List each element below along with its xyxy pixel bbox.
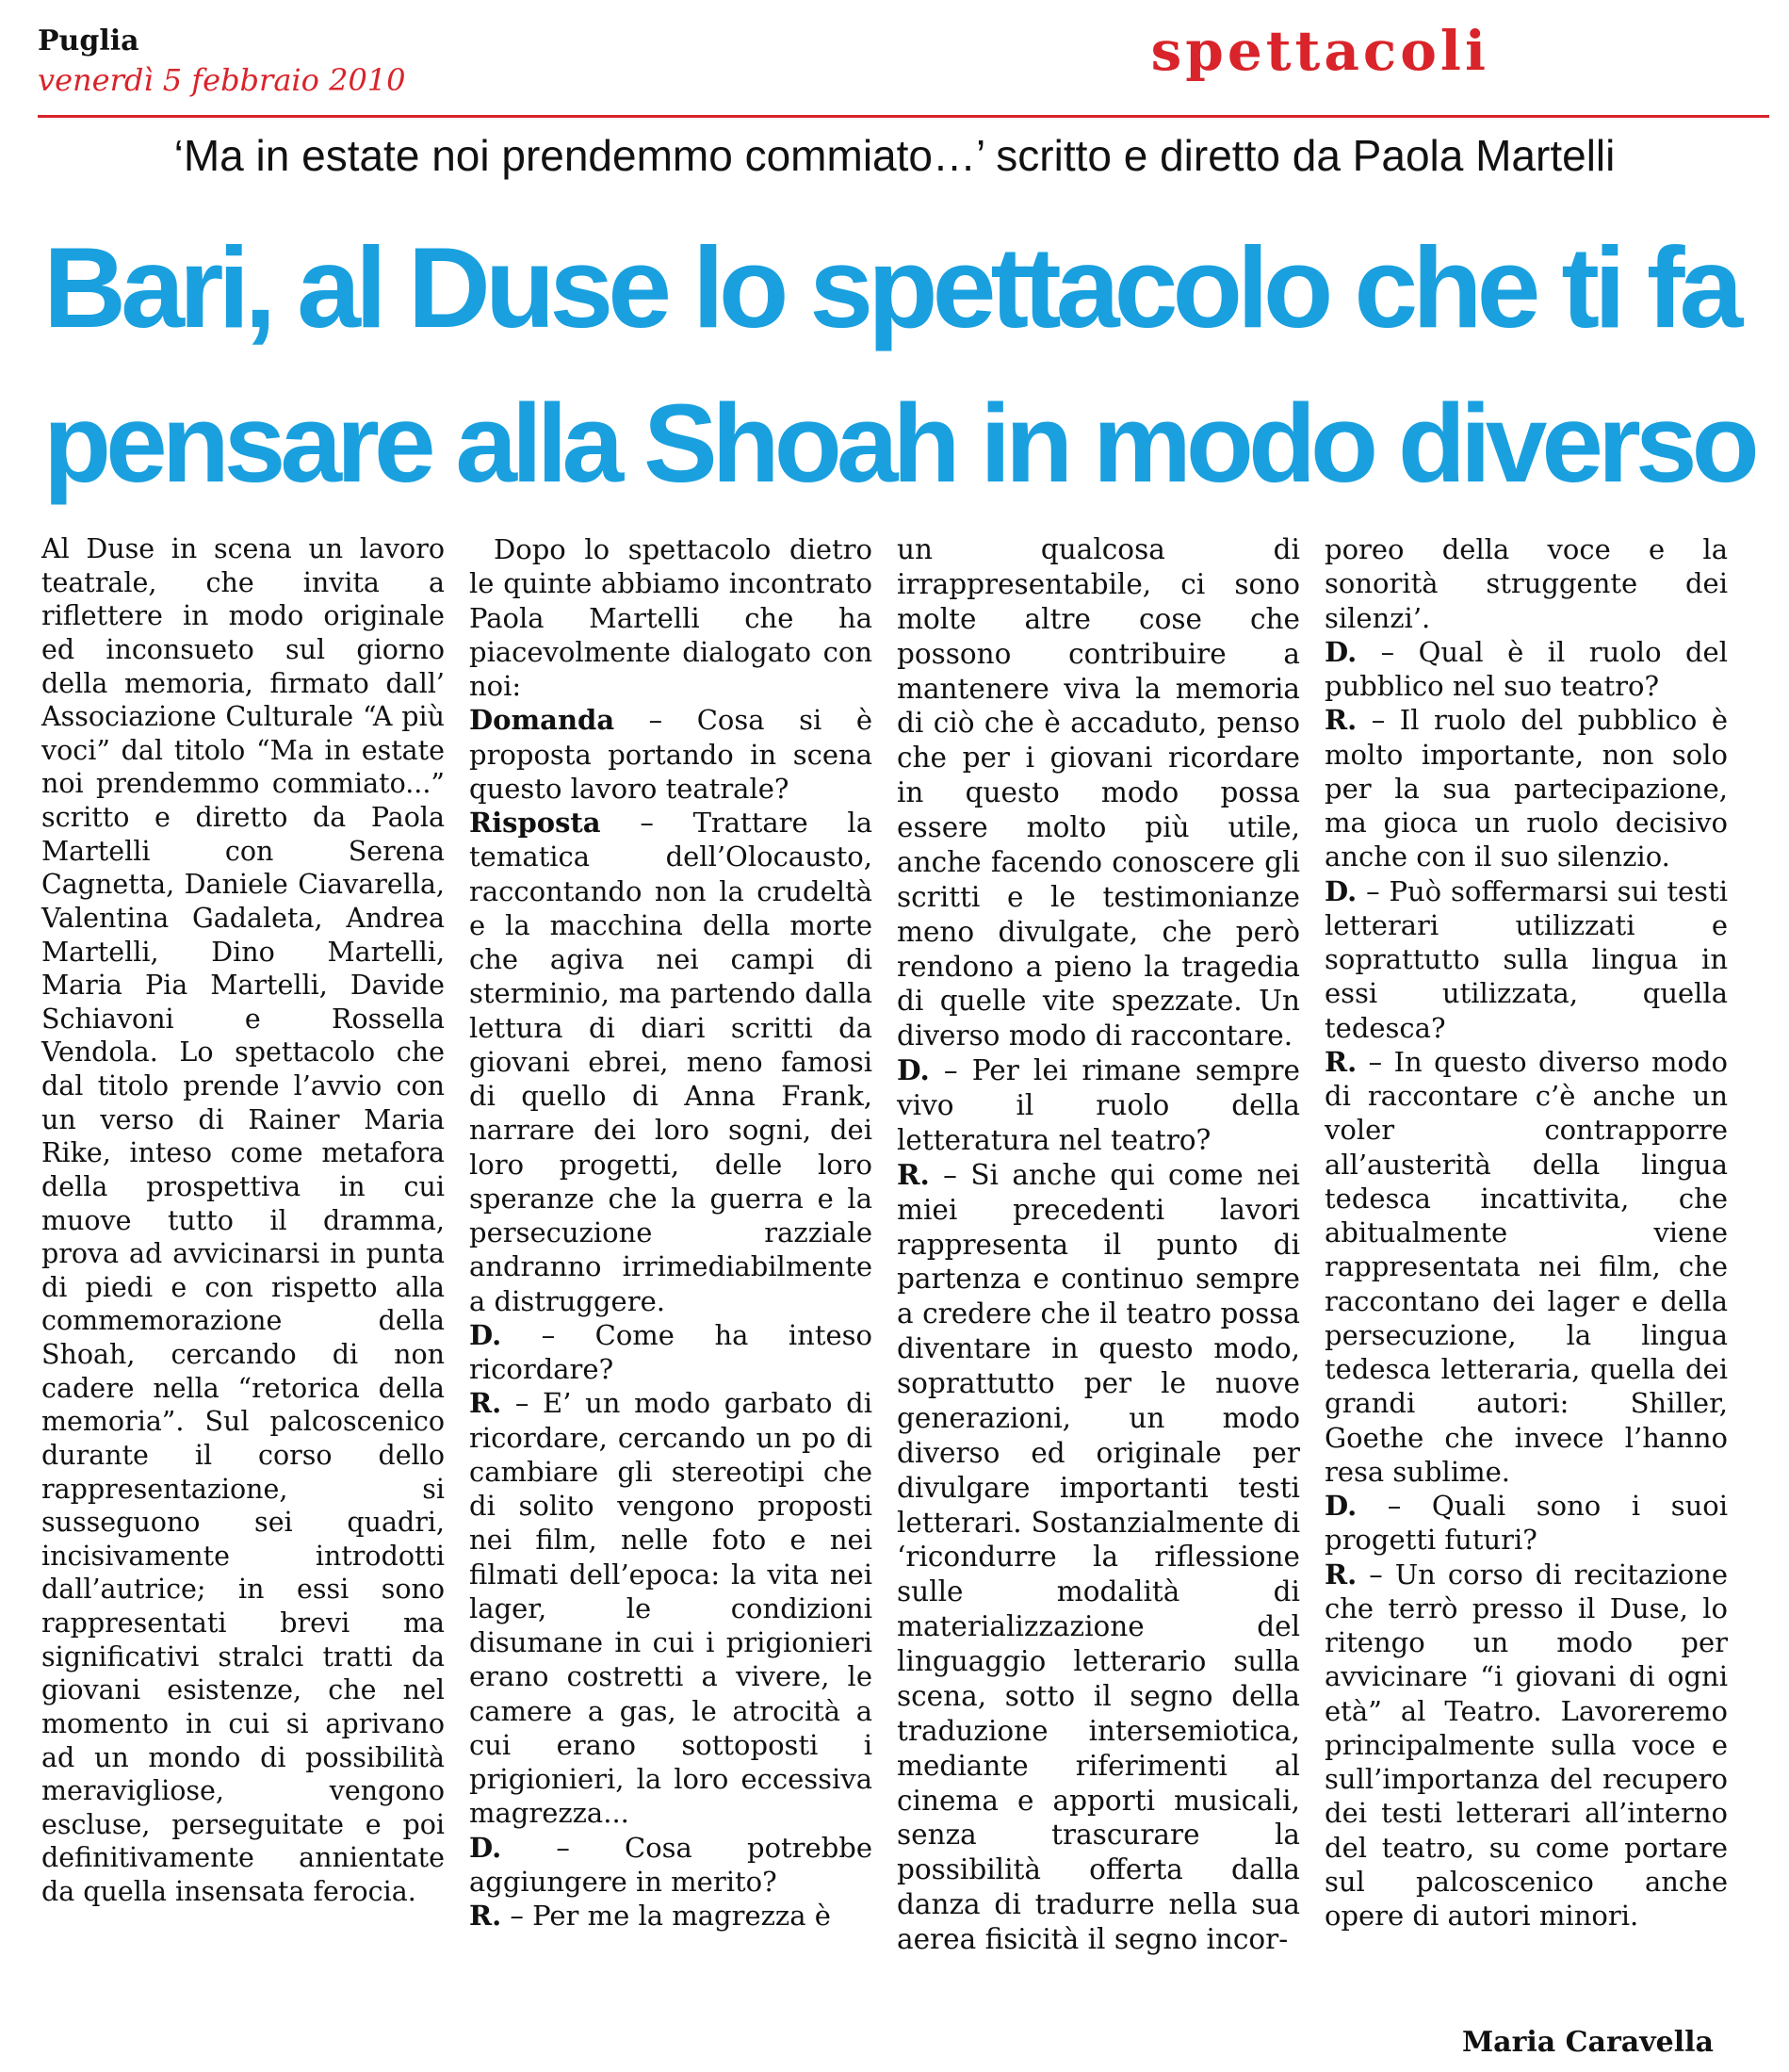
question-text: – Può soffermarsi sui testi letterari utilizzati e soprattutto sulla lingua in essi utilizzata, quella tedesca? (1325, 874, 1728, 1044)
qa-item (1325, 1558, 1728, 1933)
qa-item (897, 1158, 1300, 1957)
answer-label: R. (1325, 1558, 1358, 1591)
qa-item (469, 1831, 872, 1900)
answer-text: – Per me la magrezza è (501, 1900, 831, 1932)
question-label: D. (1325, 1490, 1358, 1522)
answer-label: R. (469, 1387, 502, 1420)
headline-line-1: Bari, al Duse lo spettacolo che ti fa (43, 223, 1738, 351)
region-label: Puglia (38, 24, 139, 57)
section-title: spettacoli (1150, 19, 1489, 83)
qa-item (1325, 1489, 1728, 1558)
question-text: – Per lei rimane sempre vivo il ruolo della letteratura nel teatro? (897, 1054, 1300, 1156)
answer-label: R. (469, 1900, 502, 1932)
question-text: – Cosa potrebbe aggiungere in merito? (469, 1831, 872, 1898)
column-2 (469, 532, 872, 1933)
question-label: D. (1325, 635, 1358, 668)
column-3 (897, 532, 1300, 1957)
answer-text: – E’ un modo garbato di ricordare, cercando un po di cambiare gli stereotipi che di solito vengono proposti nei film, nelle foto e nei filmati dell’epoca: la vita nei lager, le condizioni disumane in cui i prigionieri erano costretti a vivere, le camere a gas, le atrocità a cui erano sottoposti i prigionieri, la loro eccessiva magrezza... (469, 1387, 872, 1830)
answer-text: – Trattare la tematica dell’Olocausto, raccontando non la crudeltà e la macchina della morte che agiva nei campi di sterminio, ma partendo dalla lettura di diari scritti da giovani ebrei, meno famosi di quello di Anna Frank, narrare dei loro sogni, dei loro progetti, delle loro speranze che la guerra e la persecuzione razziale andranno irrimediabilmente a distruggere. (469, 807, 872, 1317)
headline (43, 209, 1758, 522)
qa-item (469, 1318, 872, 1387)
article-body (38, 532, 1752, 1965)
answer-label: R. (897, 1157, 930, 1191)
qa-item (469, 1899, 872, 1933)
question-label: D. (469, 1831, 502, 1864)
paragraph: poreo della voce e la sonorità struggente dei silenzi’. (1325, 533, 1728, 634)
answer-text: – Si anche qui come nei miei precedenti lavori rappresenta il punto di partenza e continuo sempre a credere che il teatro possa diventare in questo modo, soprattutto per le nuove generazioni, un modo diverso ed originale per divulgare importanti testi letterari. Sostanzialmente di ‘ricondurre la riflessione sulle modalità di materializzazione del linguaggio letterario sulla scena, sotto il segno della traduzione intersemiotica, mediante riferimenti al cinema e apporti musicali, senza trascurare la possibilità offerta dalla danza di tradurre nella sua aerea fisicità il segno incor- (897, 1158, 1300, 1955)
paragraph: Al Duse in scena un lavoro teatrale, che invita a riflettere in modo originale ed inconsueto sul giorno della memoria, firmato dall’ Associazione Culturale “A più voci” dal titolo “Ma in estate noi prendemmo commiato...” scritto e diretto da Paola Martelli con Serena Cagnetta, Daniele Ciavarella, Valentina Gadaleta, Andrea Martelli, Dino Martelli, Maria Pia Martelli, Davide Schiavoni e Rossella Vendola. Lo spettacolo che dal titolo prende l’avvio con un verso di Rainer Maria Rike, inteso come metafora della prospettiva in cui muove tutto il dramma, prova ad avvicinarsi in punta di piedi e con rispetto alla commemorazione della Shoah, cercando di non cadere nella “retorica della memoria”. Sul palcoscenico durante il corso dello rappresentazione, si susseguono sei quadri, incisivamente introdotti dall’autrice; in essi sono rappresentati brevi ma significativi stralci tratti da giovani esistenze, che nel momento in cui si aprivano ad un mondo di possibilità meravigliose, vengono escluse, perseguitate e poi definitivamente annientate da quella insensata ferocia. (41, 533, 445, 1907)
answer-label: Risposta (469, 807, 601, 839)
question-label: D. (897, 1053, 930, 1087)
qa-item (469, 1386, 872, 1830)
answer-text: – In questo diverso modo di raccontare c’è anche un voler contrapporre all’austerità della lingua tedesca incattivita, che abitualmente viene rappresentata nei film, che raccontano dei lager e della persecuzione, la lingua tedesca letteraria, quella dei grandi autori: Shiller, Goethe che invece l’hanno resa sublime. (1325, 1045, 1728, 1488)
question-label: Domanda (469, 704, 615, 737)
headline-line-2: pensare alla Shoah in modo diverso (43, 382, 1754, 506)
column-1 (41, 532, 445, 1909)
question-label: D. (469, 1318, 502, 1351)
qa-item (1325, 635, 1728, 704)
qa-item (897, 1053, 1300, 1158)
answer-text: – Un corso di recitazione che terrò presso il Duse, lo ritengo un modo per avvicinare “i giovani di ogni età” al Teatro. Lavoreremo principalmente sulla voce e sull’importanza del recupero dei testi letterari all’interno del teatro, su come portare sul palcoscenico anche opere di autori minori. (1325, 1558, 1728, 1932)
question-label: D. (1325, 874, 1358, 907)
header-rule (38, 115, 1769, 118)
question-text: – Qual è il ruolo del pubblico nel suo teatro? (1325, 635, 1728, 702)
byline: Maria Caravella (1461, 2026, 1714, 2059)
answer-text: – Il ruolo del pubblico è molto importante, non solo per la sua partecipazione, ma gioca un ruolo decisivo anche con il suo silenzio. (1325, 704, 1728, 873)
publication-date: venerdì 5 febbraio 2010 (38, 62, 406, 98)
qa-item (469, 703, 872, 806)
question-text: – Quali sono i suoi progetti futuri? (1325, 1490, 1728, 1557)
question-text: – Come ha inteso ricordare? (469, 1318, 872, 1385)
paragraph: Dopo lo spettacolo dietro le quinte abbiamo incontrato Paola Martelli che ha piacevolmente dialogato con noi: (469, 533, 872, 702)
qa-item (1325, 874, 1728, 1045)
question-text: – Cosa si è proposta portando in scena questo lavoro teatrale? (469, 704, 872, 805)
paragraph: un qualcosa di irrappresentabile, ci sono molte altre cose che possono contribuire a mantenere viva la memoria di ciò che è accaduto, penso che per i giovani ricordare in questo modo possa essere molto più utile, anche facendo conoscere gli scritti e le testimonianze meno divulgate, che però rendono a pieno la tragedia di quelle vite spezzate. Un diverso modo di raccontare. (897, 533, 1300, 1052)
qa-item (1325, 703, 1728, 873)
kicker: ‘Ma in estate noi prendemmo commiato…’ scritto e diretto da Paola Martelli (173, 131, 1616, 180)
answer-label: R. (1325, 704, 1358, 737)
qa-item (469, 806, 872, 1318)
answer-label: R. (1325, 1045, 1358, 1078)
qa-item (1325, 1045, 1728, 1489)
column-4 (1325, 532, 1728, 1933)
